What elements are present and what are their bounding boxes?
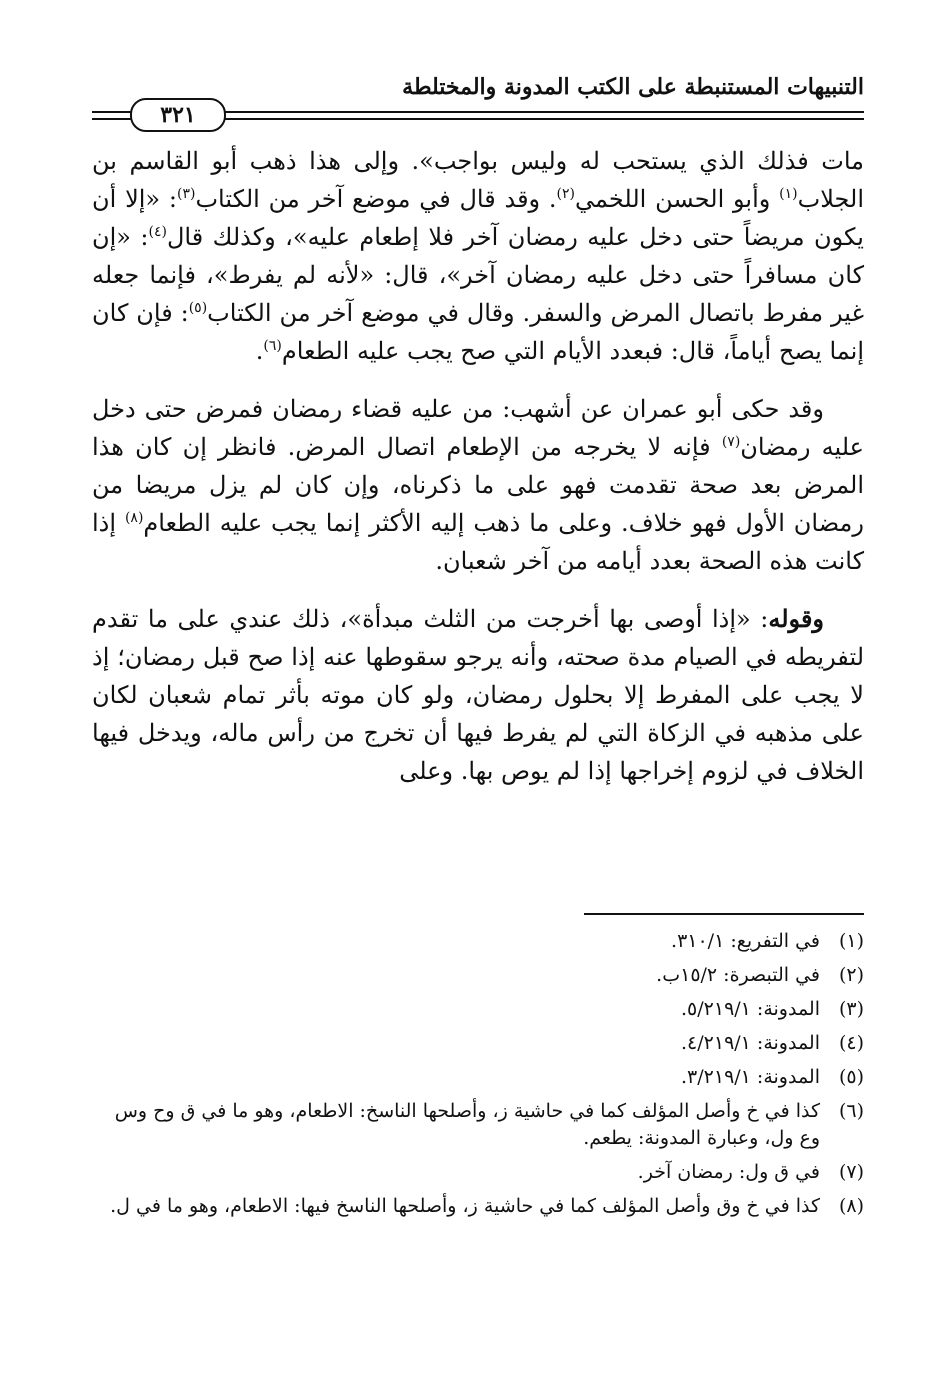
footnote-marker: (٨) (124, 510, 144, 526)
footnote-number: (٣) (838, 998, 864, 1020)
page-number: ٣٢١ (160, 102, 196, 128)
footnote-item (92, 962, 864, 989)
body-paragraph (92, 142, 864, 370)
footnote-number: (٦) (838, 1100, 864, 1122)
footnote-item (92, 928, 864, 955)
footnote-item (92, 1159, 864, 1186)
page-number-badge (130, 98, 226, 132)
footnote-marker: (٣) (176, 186, 196, 202)
body-paragraph (92, 390, 864, 580)
text-run: وقد حكى أبو عمران عن أشهب: من عليه قضاء رمضان فمرض حتى دخل عليه رمضان (92, 395, 865, 461)
footnote-marker: (٢) (556, 186, 576, 202)
footnote-text: المدونة: ٤/٢١٩/١. (681, 1032, 820, 1054)
footnote-number: (٧) (838, 1161, 864, 1183)
text-run: : «إن كان مسافراً حتى دخل عليه رمضان آخر»، قال: «لأنه لم يفرط»، فإنما جعله غير مفرط باتصال المرض والسفر. وقال في موضع آخر من الكتاب (92, 223, 865, 327)
footnote-item (92, 996, 864, 1023)
footnotes-list (92, 928, 864, 1227)
footnote-number: (٥) (838, 1066, 864, 1088)
text-run: وأبو الحسن اللخمي (575, 185, 780, 213)
text-run: . وقد قال في موضع آخر من الكتاب (195, 185, 557, 213)
running-header: التنبيهات المستنبطة على الكتب المدونة والمختلطة (402, 74, 864, 100)
footnote-item (92, 1193, 864, 1220)
footnote-item (92, 1064, 864, 1091)
lead-word: وقوله (768, 604, 824, 633)
footnote-text: المدونة: ٣/٢١٩/١. (681, 1066, 820, 1088)
footnote-text: المدونة: ٥/٢١٩/١. (681, 998, 820, 1020)
text-run: . (255, 337, 264, 365)
footnote-separator (584, 913, 864, 915)
footnote-text: في التبصرة: ١٥/٢ب. (656, 964, 820, 986)
footnote-marker: (٦) (263, 338, 282, 354)
text-run: : فإن كان إنما يصح أياماً، قال: فبعدد الأيام التي صح يجب عليه الطعام (92, 299, 864, 365)
text-run: فإنه لا يخرجه من الإطعام اتصال المرض. فانظر إن كان هذا المرض بعد صحة تقدمت فهو على ما ذكرناه، وإن كان لم يزل مريضا من رمضان الأول فهو خلاف. وعلى ما ذهب إليه الأكثر إنما يجب عليه الطعام (92, 433, 864, 537)
footnote-text: كذا في خ وأصل المؤلف كما في حاشية ز، وأصلحها الناسخ: الاطعام، وهو ما في ق وح وس وع ول، وعبارة المدونة: يطعم. (114, 1100, 820, 1149)
text-run: إذا كانت هذه الصحة بعدد أيامه من آخر شعبان. (92, 509, 864, 575)
footnote-number: (٨) (838, 1195, 864, 1217)
body-text (92, 142, 864, 810)
footnote-item (92, 1098, 864, 1152)
text-run: : «إذا أوصى بها أخرجت من الثلث مبدأة»، ذلك عندي على ما تقدم لتفريطه في الصيام مدة صحته، وأنه يرجو سقوطها عنه إذا صح قبل رمضان؛ إذ لا يجب على المفرط إلا بحلول رمضان، ولو كان موته بأثر تمام شعبان لكان على مذهبه في الزكاة التي لم يفرط فيها أن تخرج من رأس ماله، ويدخل فيها الخلاف في لزوم إخراجها إذا لم يوص بها. وعلى (92, 605, 864, 785)
footnote-item (92, 1030, 864, 1057)
text-run: : «إلا أن يكون مريضاً حتى دخل عليه رمضان آخر فلا إطعام عليه»، وكذلك قال (92, 185, 864, 251)
footnote-marker: (١) (779, 186, 798, 202)
text-run: مات فذلك الذي يستحب له وليس بواجب». وإلى هذا ذهب أبو القاسم بن الجلاب (92, 147, 864, 213)
footnote-text: في التفريع: ٣١٠/١. (671, 930, 820, 952)
footnote-text: في ق ول: رمضان آخر. (637, 1161, 820, 1183)
footnote-text: كذا في خ وق وأصل المؤلف كما في حاشية ز، وأصلحها الناسخ فيها: الاطعام، وهو ما في ل. (110, 1195, 820, 1217)
body-paragraph (92, 600, 864, 790)
footnote-marker: (٧) (721, 434, 741, 450)
footnote-number: (٤) (838, 1032, 864, 1054)
footnote-number: (١) (838, 930, 864, 952)
footnote-marker: (٥) (188, 300, 208, 316)
footnote-number: (٢) (838, 964, 864, 986)
footnote-marker: (٤) (148, 224, 167, 240)
